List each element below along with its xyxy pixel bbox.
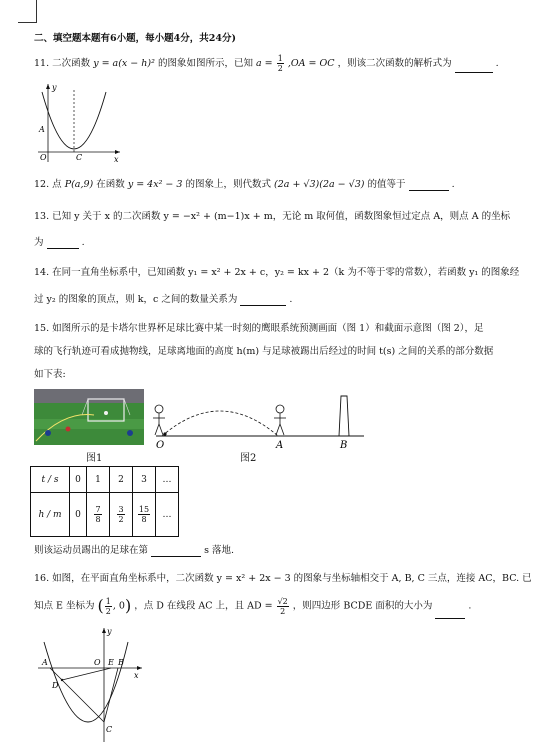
question-13 xyxy=(34,210,510,223)
q11-formula: y = a(x − h)² xyxy=(93,58,155,69)
q11-label-O: O xyxy=(40,153,47,162)
q15-fig1-caption: 图1 xyxy=(86,453,103,464)
q15-label-B: B xyxy=(340,440,348,451)
q11-text-a: 二次函数 xyxy=(52,58,91,69)
q12-text-c: 的图象上，则代数式 xyxy=(185,179,271,190)
q11-cond-a: a = xyxy=(256,58,273,69)
q11-end: . xyxy=(495,58,499,69)
q16-label-C: C xyxy=(106,725,113,734)
q15-table-row-h xyxy=(31,493,179,537)
q16-number: 16. xyxy=(34,573,50,584)
q15-table-header-h: h / m xyxy=(31,493,70,537)
q15-label-A: A xyxy=(276,440,284,451)
q15-line2: 球的飞行轨迹可看成抛物线，足球离地面的高度 h(m) 与足球被踢出后经过的时间 t(s) 之间的关系的部分数据 xyxy=(34,346,494,357)
q11-cond-b: ,OA = OC xyxy=(287,58,335,69)
question-11 xyxy=(34,54,499,73)
q15-after-text-a: 则该运动员踢出的足球在第 xyxy=(34,545,149,556)
q13-answer-blank[interactable] xyxy=(47,238,79,249)
q12-point: P(a,9) xyxy=(64,179,94,190)
q14-line1: 在同一直角坐标系中，已知函数 y₁ = x² + 2x + c，y₂ = kx + 2（k 为不等于零的常数），若函数 y₁ 的图象经 xyxy=(52,267,520,278)
q15-table-row-t xyxy=(31,467,179,493)
q13-end: . xyxy=(81,237,85,248)
q16-label-x: x xyxy=(134,671,139,680)
q15-table-cell-ellipsis: … xyxy=(156,493,179,537)
q12-text-b: 在函数 xyxy=(96,179,125,190)
q11-parabola xyxy=(42,92,106,149)
q15-table-cell-frac: $\frac{7}{8}$ xyxy=(87,493,110,537)
q15-ball xyxy=(163,432,166,435)
question-16 xyxy=(34,572,532,585)
q11-label-A: A xyxy=(39,125,45,134)
q16-e-fraction: $\frac{1}{2}$ xyxy=(105,596,111,616)
q16-segment-BC xyxy=(104,668,118,722)
q16-label-y: y xyxy=(107,627,112,636)
q12-expression: (2a + √3)(2a − √3) xyxy=(274,179,365,190)
q12-text-a: 点 xyxy=(52,179,62,190)
q15-number: 15. xyxy=(34,323,50,334)
q15-table-cell: 3 xyxy=(133,467,156,493)
q15-ball-trajectory xyxy=(162,411,278,436)
q13-line2-text: 为 xyxy=(34,237,44,248)
q15-photo-drawing xyxy=(34,389,144,445)
q15-table-cell: 0 xyxy=(70,467,87,493)
q12-number: 12. xyxy=(34,179,50,190)
q15-table-cell-frac: $\frac{15}{8}$ xyxy=(133,493,156,537)
q16-end: . xyxy=(468,600,472,612)
q16-label-D: D xyxy=(52,681,59,690)
q15-line3: 如下表: xyxy=(34,369,66,380)
q11-label-y: y xyxy=(52,83,57,92)
page-corner-mark xyxy=(18,0,37,23)
q16-ad-fraction: $\frac{√2}{2}$ xyxy=(277,596,288,616)
q11-number: 11. xyxy=(34,58,50,69)
q16-graph xyxy=(34,624,146,746)
q11-graph xyxy=(34,80,124,164)
q16-line2-text-a: 知点 E 坐标为 xyxy=(34,600,95,612)
q11-label-x: x xyxy=(114,155,119,164)
q13-number: 13. xyxy=(34,211,50,222)
q16-label-A: A xyxy=(42,658,48,667)
q15-kicker-head xyxy=(155,405,163,413)
question-13-line2 xyxy=(34,236,85,249)
q15-table-cell: 0 xyxy=(70,493,87,537)
q16-line2-text-c: ，则四边形 BCDE 面积的大小为 xyxy=(292,600,433,612)
q11-fraction: $\frac{1}{2}$ xyxy=(277,54,283,73)
q15-table-cell: 1 xyxy=(87,467,110,493)
q15-answer-blank[interactable] xyxy=(151,546,201,557)
q15-answer-line xyxy=(34,544,234,557)
q15-table-header-t: t / s xyxy=(31,467,70,493)
q16-label-B: B xyxy=(118,658,124,667)
q15-goal-post xyxy=(339,396,349,436)
q11-text-b: 的图象如图所示，已知 xyxy=(157,58,253,69)
q15-label-O: O xyxy=(156,440,165,451)
q11-text-c: ，则该二次函数的解析式为 xyxy=(337,58,452,69)
q14-number: 14. xyxy=(34,267,50,278)
question-14 xyxy=(34,266,519,279)
q13-line1: 已知 y 关于 x 的二次函数 y = −x² + (m−1)x + m，无论 m 取何值，函数图象恒过定点 A，则点 A 的坐标 xyxy=(52,211,511,222)
q15-table-cell-frac: $\frac{3}{2}$ xyxy=(110,493,133,537)
question-14-line2 xyxy=(34,293,292,306)
q15-after-text-b: s 落地. xyxy=(204,545,234,556)
q12-function: y = 4x² − 3 xyxy=(127,179,183,190)
q14-line2-text: 过 y₂ 的图象的顶点，则 k，c 之间的数量关系为 xyxy=(34,294,238,305)
q16-line1: 如图，在平面直角坐标系中，二次函数 y = x² + 2x − 3 的图象与坐标轴相交于 A, B, C 三点，连接 AC，BC. 已 xyxy=(52,573,532,584)
q11-label-C: C xyxy=(76,153,83,162)
q15-photo-hawkeye xyxy=(34,389,144,445)
q15-defender-head xyxy=(276,405,284,413)
q15-cross-section-diagram xyxy=(150,392,370,462)
q16-answer-blank[interactable] xyxy=(435,608,465,619)
q16-label-O: O xyxy=(94,658,101,667)
q15-table-cell-ellipsis: … xyxy=(156,467,179,493)
q12-text-d: 的值等于 xyxy=(367,179,406,190)
q16-line2-text-b: ，点 D 在线段 AC 上，且 AD = xyxy=(134,600,273,612)
q14-end: . xyxy=(289,294,293,305)
q16-e-rest: , 0 xyxy=(112,600,125,612)
section-header: 二、填空题本题有6小题，每小题4分，共24分) xyxy=(34,33,236,44)
q15-data-table xyxy=(30,466,179,537)
q15-line1: 如图所示的是卡塔尔世界杯足球比赛中某一时刻的鹰眼系统预测画面（图 1）和截面示意图（图 2），足 xyxy=(52,323,484,334)
q12-answer-blank[interactable] xyxy=(409,180,449,191)
q16-label-E: E xyxy=(108,658,114,667)
q12-end: . xyxy=(451,179,455,190)
question-15 xyxy=(34,322,484,335)
q14-answer-blank[interactable] xyxy=(240,295,286,306)
q16-line2: 知点 E 坐标为 ( $\frac{1}{2}$ , 0) ，点 D 在线段 AC 上，且 AD = $\frac{√2}{2}$ ，则四边形 BCDE 面积的大小为 . xyxy=(34,594,471,619)
q11-answer-blank[interactable] xyxy=(455,62,493,73)
question-12 xyxy=(34,178,455,191)
q15-fig2-caption: 图2 xyxy=(240,453,257,464)
q15-table-cell: 2 xyxy=(110,467,133,493)
